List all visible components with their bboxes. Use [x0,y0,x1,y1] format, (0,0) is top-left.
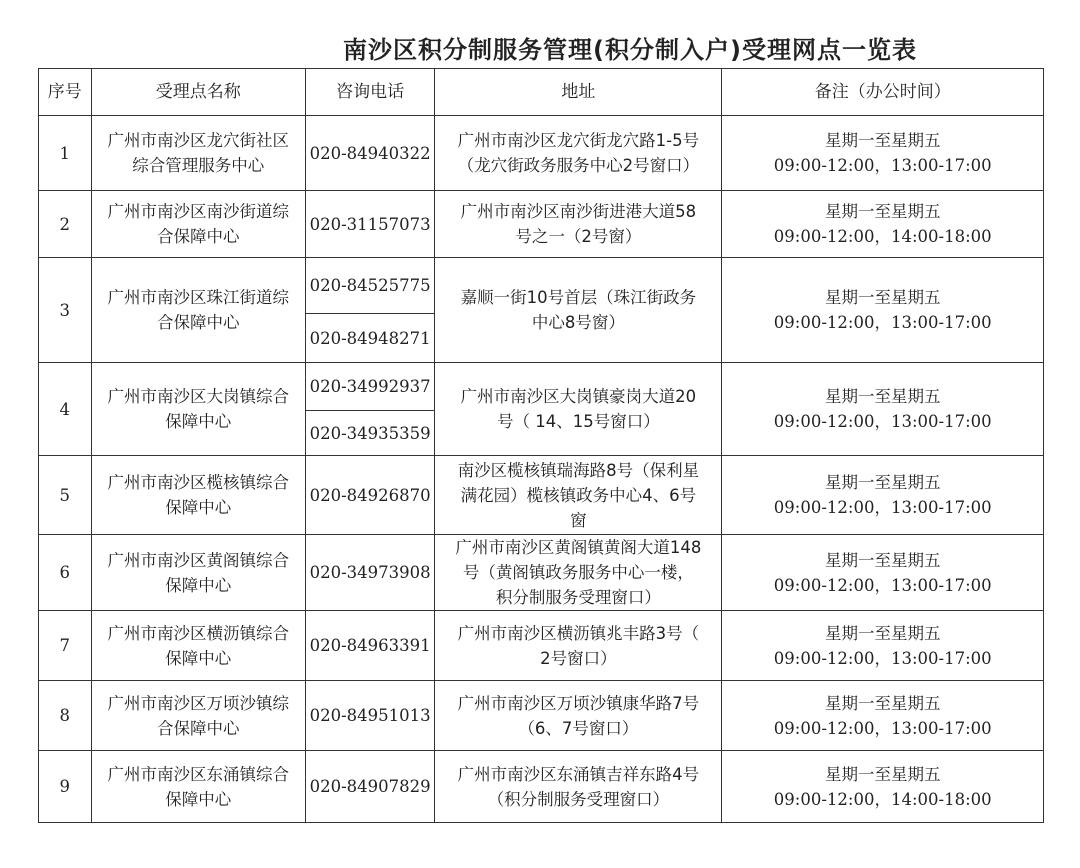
address: 广州市南沙区东涌镇吉祥东路4号 （积分制服务受理窗口） [435,751,722,823]
address: 广州市南沙区横沥镇兆丰路3号（ 2号窗口） [435,611,722,681]
service-point-name: 广州市南沙区榄核镇综合 保障中心 [91,456,305,535]
table-row [39,535,1044,611]
table-row [39,751,1044,823]
row-number: 7 [39,611,92,681]
service-point-name: 广州市南沙区黄阁镇综合 保障中心 [91,535,305,611]
row-number: 5 [39,456,92,535]
row-number: 9 [39,751,92,823]
table-row [39,258,1044,314]
address: 广州市南沙区黄阁镇黄阁大道148 号（黄阁镇政务服务中心一楼， 积分制服务受理窗口） [435,535,722,611]
address: 广州市南沙区龙穴街龙穴路1-5号 （龙穴街政务服务中心2号窗口） [435,116,722,191]
row-number: 6 [39,535,92,611]
service-point-name: 广州市南沙区横沥镇综合 保障中心 [91,611,305,681]
phone-number: 020-84525775 [305,258,434,314]
office-hours: 星期一至星期五 09:00-12:00，13:00-17:00 [722,611,1044,681]
phone-number: 020-84907829 [305,751,434,823]
service-point-name: 广州市南沙区东涌镇综合 保障中心 [91,751,305,823]
header-no: 序号 [39,69,92,116]
address: 广州市南沙区大岗镇豪岗大道20 号（ 14、15号窗口） [435,363,722,456]
row-number: 8 [39,681,92,751]
address: 广州市南沙区万顷沙镇康华路7号 （6、7号窗口） [435,681,722,751]
table-header-row [39,69,1044,116]
service-point-name: 广州市南沙区大岗镇综合 保障中心 [91,363,305,456]
phone-number: 020-34935359 [305,411,434,456]
office-hours: 星期一至星期五 09:00-12:00，13:00-17:00 [722,681,1044,751]
row-number: 3 [39,258,92,363]
header-name: 受理点名称 [91,69,305,116]
office-hours: 星期一至星期五 09:00-12:00，13:00-17:00 [722,456,1044,535]
phone-number: 020-84940322 [305,116,434,191]
row-number: 4 [39,363,92,456]
phone-number: 020-34973908 [305,535,434,611]
service-points-table [38,68,1044,823]
service-point-name: 广州市南沙区万顷沙镇综 合保障中心 [91,681,305,751]
table-row [39,191,1044,258]
header-phone: 咨询电话 [305,69,434,116]
office-hours: 星期一至星期五 09:00-12:00，14:00-18:00 [722,191,1044,258]
table-row [39,611,1044,681]
header-note: 备注（办公时间） [722,69,1044,116]
phone-number: 020-84926870 [305,456,434,535]
table-row [39,116,1044,191]
row-number: 1 [39,116,92,191]
table-row [39,456,1044,535]
service-point-name: 广州市南沙区珠江街道综 合保障中心 [91,258,305,363]
phone-number: 020-84963391 [305,611,434,681]
phone-number: 020-31157073 [305,191,434,258]
phone-number: 020-34992937 [305,363,434,411]
table-row [39,363,1044,411]
address: 嘉顺一街10号首层（珠江街政务 中心8号窗） [435,258,722,363]
office-hours: 星期一至星期五 09:00-12:00，13:00-17:00 [722,535,1044,611]
office-hours: 星期一至星期五 09:00-12:00，13:00-17:00 [722,363,1044,456]
page-title: 南沙区积分制服务管理(积分制入户)受理网点一览表 [343,36,917,64]
address: 广州市南沙区南沙街进港大道58 号之一（2号窗） [435,191,722,258]
row-number: 2 [39,191,92,258]
table-row [39,681,1044,751]
office-hours: 星期一至星期五 09:00-12:00，14:00-18:00 [722,751,1044,823]
phone-number: 020-84948271 [305,314,434,363]
address: 南沙区榄核镇瑞海路8号（保利星 满花园）榄核镇政务中心4、6号 窗 [435,456,722,535]
header-address: 地址 [435,69,722,116]
office-hours: 星期一至星期五 09:00-12:00，13:00-17:00 [722,116,1044,191]
service-point-name: 广州市南沙区南沙街道综 合保障中心 [91,191,305,258]
phone-number: 020-84951013 [305,681,434,751]
service-point-name: 广州市南沙区龙穴街社区 综合管理服务中心 [91,116,305,191]
office-hours: 星期一至星期五 09:00-12:00，13:00-17:00 [722,258,1044,363]
